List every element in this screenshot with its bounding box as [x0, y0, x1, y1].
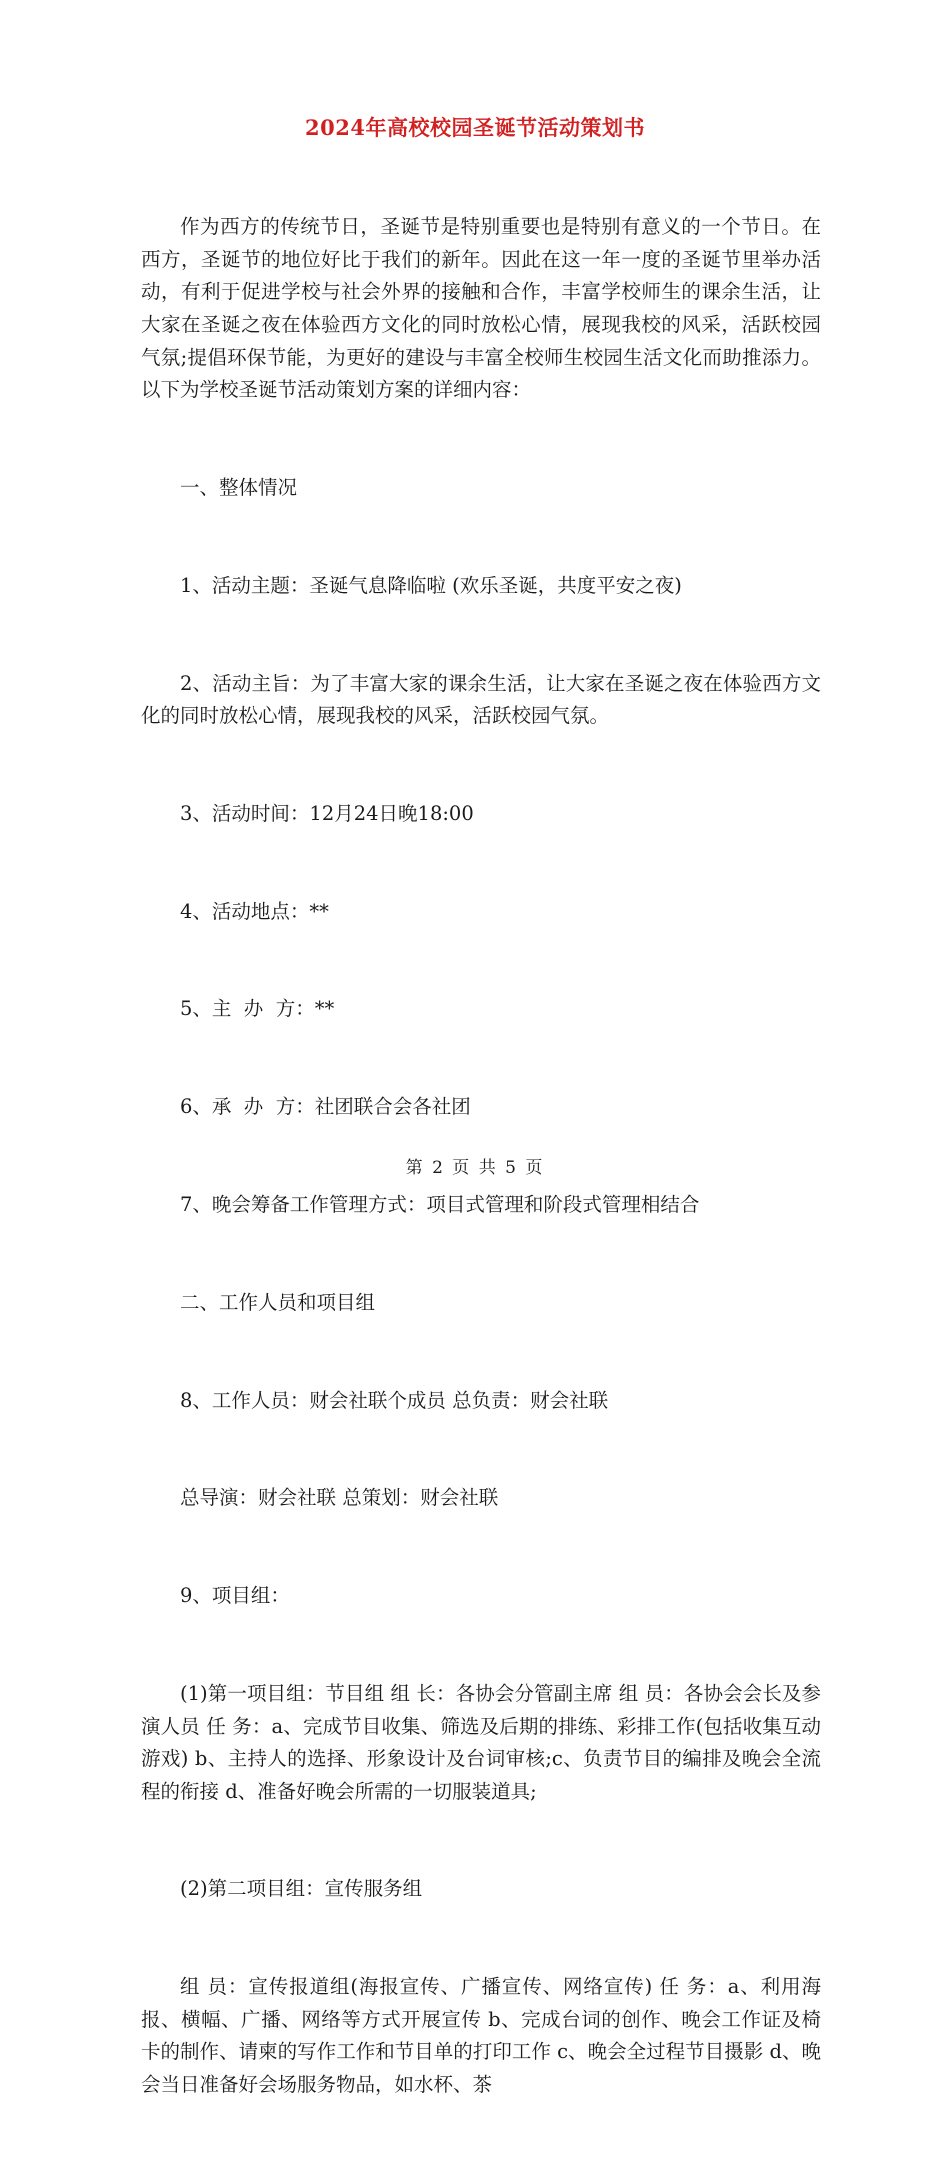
list-item: 6、承 办 方：社团联合会各社团: [180, 1095, 471, 1119]
list-item: 7、晚会筹备工作管理方式：项目式管理和阶段式管理相结合: [180, 1193, 700, 1216]
list-item: 8、工作人员：财会社联个成员 总负责：财会社联: [180, 1388, 609, 1412]
list-item: 组 员：宣传报道组(海报宣传、广播宣传、网络宣传) 任 务：a、利用海报、横幅、广播、网络等方式开展宣传 b、完成台词的创作、晚会工作证及椅卡的制作、请柬的写作工作和节目单的打印工作 c、晚会全过程节目摄影 d、晚会当日准备好会场服务物品，如水杯、茶: [141, 1975, 821, 2097]
list-item: 2、活动主旨：为了丰富大家的课余生活，让大家在圣诞之夜在体验西方文化的同时放松心情，展现我校的风采，活跃校园气氛。: [141, 671, 821, 728]
list-item: 3、活动时间：12月24日晚18:00: [180, 801, 474, 825]
paragraph-intro: 作为西方的传统节日，圣诞节是特别重要也是特别有意义的一个节日。在西方，圣诞节的地位好比于我们的新年。因此在这一年一度的圣诞节里举办活动，有利于促进学校与社会外界的接触和合作，丰富学校师生的课余生活，让大家在圣诞之夜在体验西方文化的同时放松心情，展现我校的风采，活跃校园气氛;提倡环保节能，为更好的建设与丰富全校师生校园生活文化而助推添力。以下为学校圣诞节活动策划方案的详细内容：: [141, 215, 821, 402]
list-item: 1、活动主题：圣诞气息降临啦 (欢乐圣诞，共度平安之夜): [180, 573, 682, 597]
list-item: (2)第二项目组：宣传服务组: [180, 1877, 423, 1901]
list-item: 9、项目组：: [180, 1584, 290, 1608]
list-item: (1)第一项目组：节目组 组 长：各协会分管副主席 组 员：各协会会长及参演人员 任 务：a、完成节目收集、筛选及后期的排练、彩排工作(包括收集互动游戏) b、主持人的选择、形象设计及台词审核;c、负责节目的编排及晚会全流程的衔接 d、准备好晚会所需的一切服装道具;: [141, 1681, 821, 1803]
document-title: 2024年高校校园圣诞节活动策划书: [305, 115, 645, 140]
list-item: 5、主 办 方：**: [180, 997, 335, 1021]
list-item: 总导演：财会社联 总策划：财会社联: [180, 1486, 499, 1510]
section-heading-staff: 二、工作人员和项目组: [180, 1290, 376, 1314]
page-number: 第 2 页 共 5 页: [405, 1158, 545, 1178]
section-heading-overview: 一、整体情况: [180, 475, 298, 499]
list-item: 4、活动地点：**: [180, 899, 329, 923]
